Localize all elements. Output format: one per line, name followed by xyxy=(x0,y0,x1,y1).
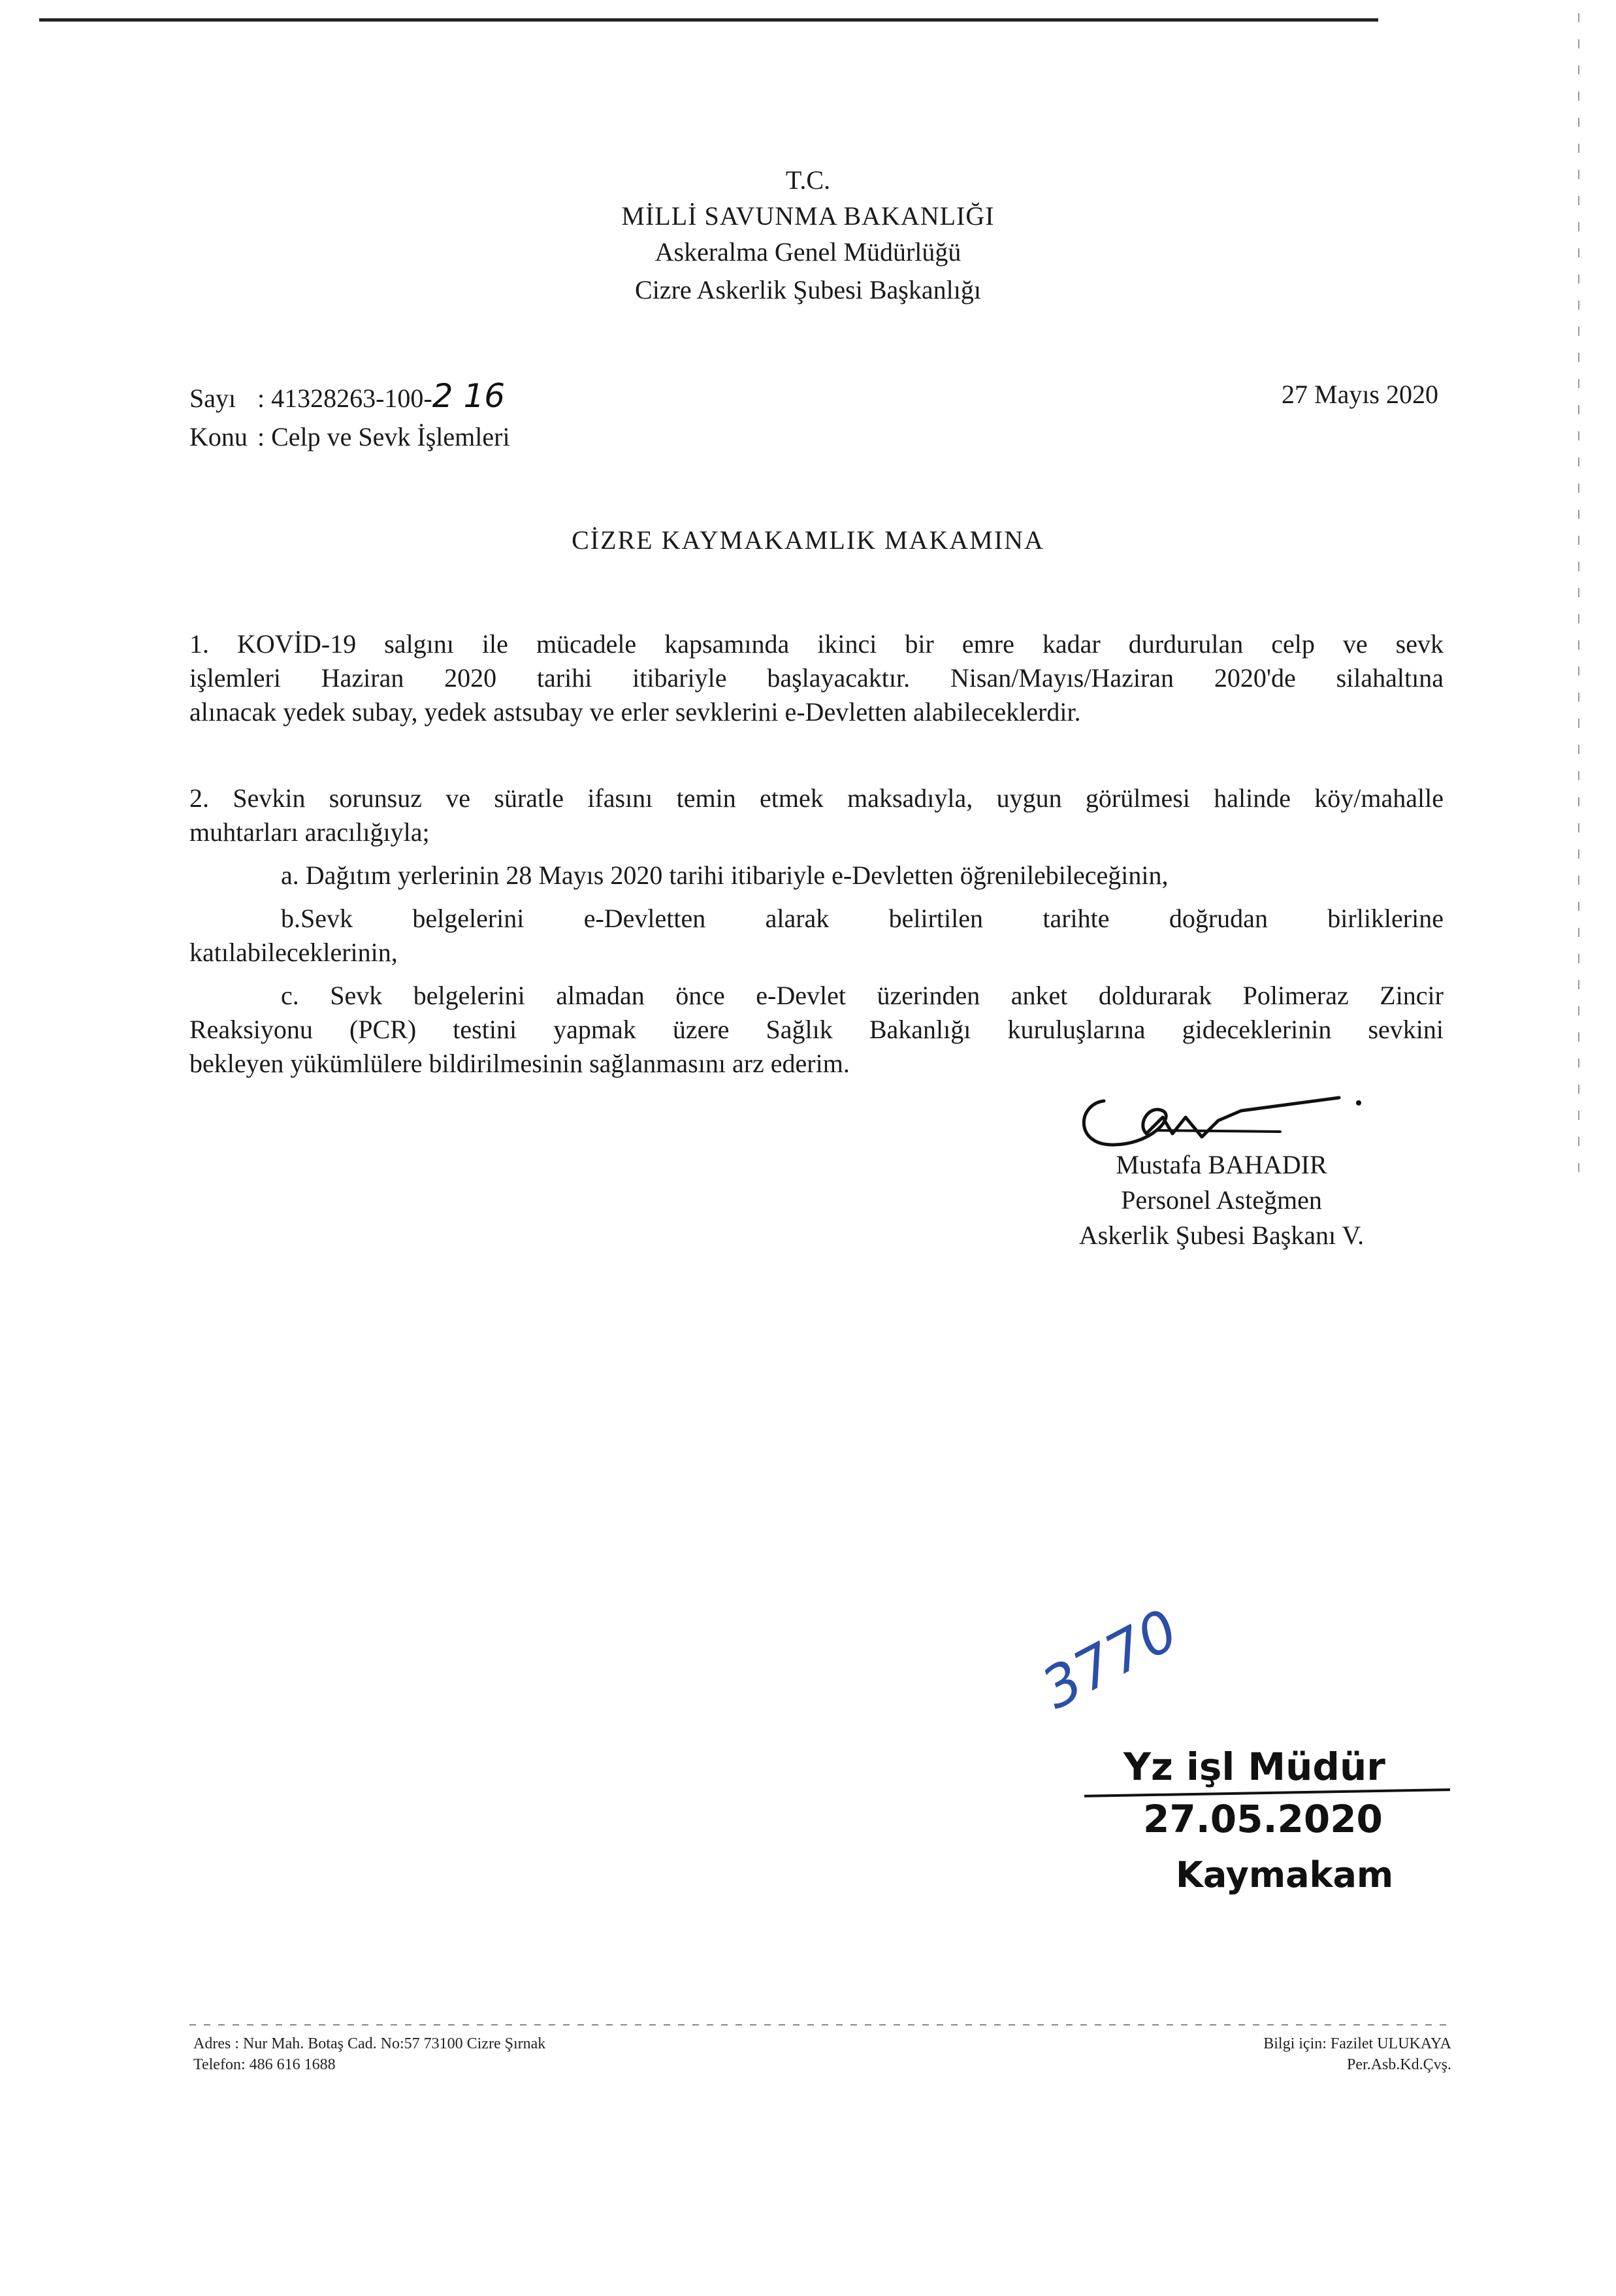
paragraph-line: alınacak yedek subay, yedek astsubay ve erler sevklerini e-Devletten alabileceklerdir. xyxy=(189,697,1081,727)
letter-date: 27 Mayıs 2020 xyxy=(1282,380,1438,409)
konu-label: Konu xyxy=(189,422,248,451)
sayi-label: Sayı xyxy=(189,384,236,413)
footer-info-title: Per.Asb.Kd.Çvş. xyxy=(1346,2056,1451,2073)
konu-value: : Celp ve Sevk İşlemleri xyxy=(257,422,510,451)
annotation-line-1: Yz işl Müdür xyxy=(1123,1745,1385,1789)
paragraph-line: işlemleri Haziran 2020 tarihi itibariyle başlayacaktır. Nisan/Mayıs/Haziran 2020'de silahaltına xyxy=(189,663,1444,693)
footer-left xyxy=(193,2033,545,2075)
sayi-handwritten: 2 16 xyxy=(432,377,506,415)
addressee: CİZRE KAYMAKAMLIK MAKAMINA xyxy=(572,525,1044,555)
signer-name: Mustafa BAHADIR xyxy=(1116,1150,1327,1179)
registration-number: 3770 xyxy=(1031,1597,1189,1722)
sayi-value: : 41328263-100- xyxy=(257,384,432,413)
item-b-line: b.Sevk belgelerini e-Devletten alarak belirtilen tarihte doğrudan birliklerine xyxy=(281,904,1444,933)
scan-top-rule xyxy=(39,18,1378,22)
annotation-line-3: Kaymakam xyxy=(1176,1854,1394,1895)
paragraph-line: muhtarları aracılığıyla; xyxy=(189,817,430,847)
footer-divider xyxy=(189,2024,1450,2025)
paragraph-line: 2. Sevkin sorunsuz ve süratle ifasını temin etmek maksadıyla, uygun görülmesi halinde köy/mahalle xyxy=(189,783,1444,813)
paragraph-line: 1. KOVİD-19 salgını ile mücadele kapsamında ikinci bir emre kadar durdurulan celp ve sevk xyxy=(189,629,1444,659)
item-c-line: c. Sevk belgelerini almadan önce e-Devlet üzerinden anket doldurarak Polimeraz Zincir xyxy=(281,981,1444,1010)
item-a: a. Dağıtım yerlerinin 28 Mayıs 2020 tarihi itibariyle e-Devletten öğrenilebileceğinin, xyxy=(281,861,1169,890)
paragraph-1 xyxy=(189,627,1444,729)
footer-phone: Telefon: 486 616 1688 xyxy=(193,2056,336,2073)
item-c-line: Reaksiyonu (PCR) testini yapmak üzere Sağlık Bakanlığı kuruluşlarına gideceklerinin sevkini xyxy=(189,1015,1444,1044)
header-ministry: MİLLİ SAVUNMA BAKANLIĞI xyxy=(621,201,995,231)
footer-info: Bilgi için: Fazilet ULUKAYA xyxy=(1263,2035,1451,2052)
annotation-date: 27.05.2020 xyxy=(1143,1797,1383,1841)
item-c-line: bekleyen yükümlülere bildirilmesinin sağlanmasını arz ederim. xyxy=(189,1049,850,1078)
annotation-underline xyxy=(1084,1788,1450,1797)
signature-block xyxy=(1019,1147,1424,1253)
reference-number xyxy=(189,379,505,416)
item-b-line: katılabileceklerinin, xyxy=(189,938,398,967)
footer-right xyxy=(1263,2033,1451,2075)
header-directorate: Askeralma Genel Müdürlüğü xyxy=(654,237,962,267)
signer-title: Askerlik Şubesi Başkanı V. xyxy=(1078,1221,1365,1250)
paragraph-2 xyxy=(189,781,1444,1081)
subject-line xyxy=(189,420,510,454)
signer-rank: Personel Asteğmen xyxy=(1121,1185,1322,1215)
header-branch: Cizre Askerlik Şubesi Başkanlığı xyxy=(635,275,981,304)
footer-address: Adres : Nur Mah. Botaş Cad. No:57 73100 Cizre Şırnak xyxy=(193,2035,546,2052)
header-tc: T.C. xyxy=(785,165,831,195)
